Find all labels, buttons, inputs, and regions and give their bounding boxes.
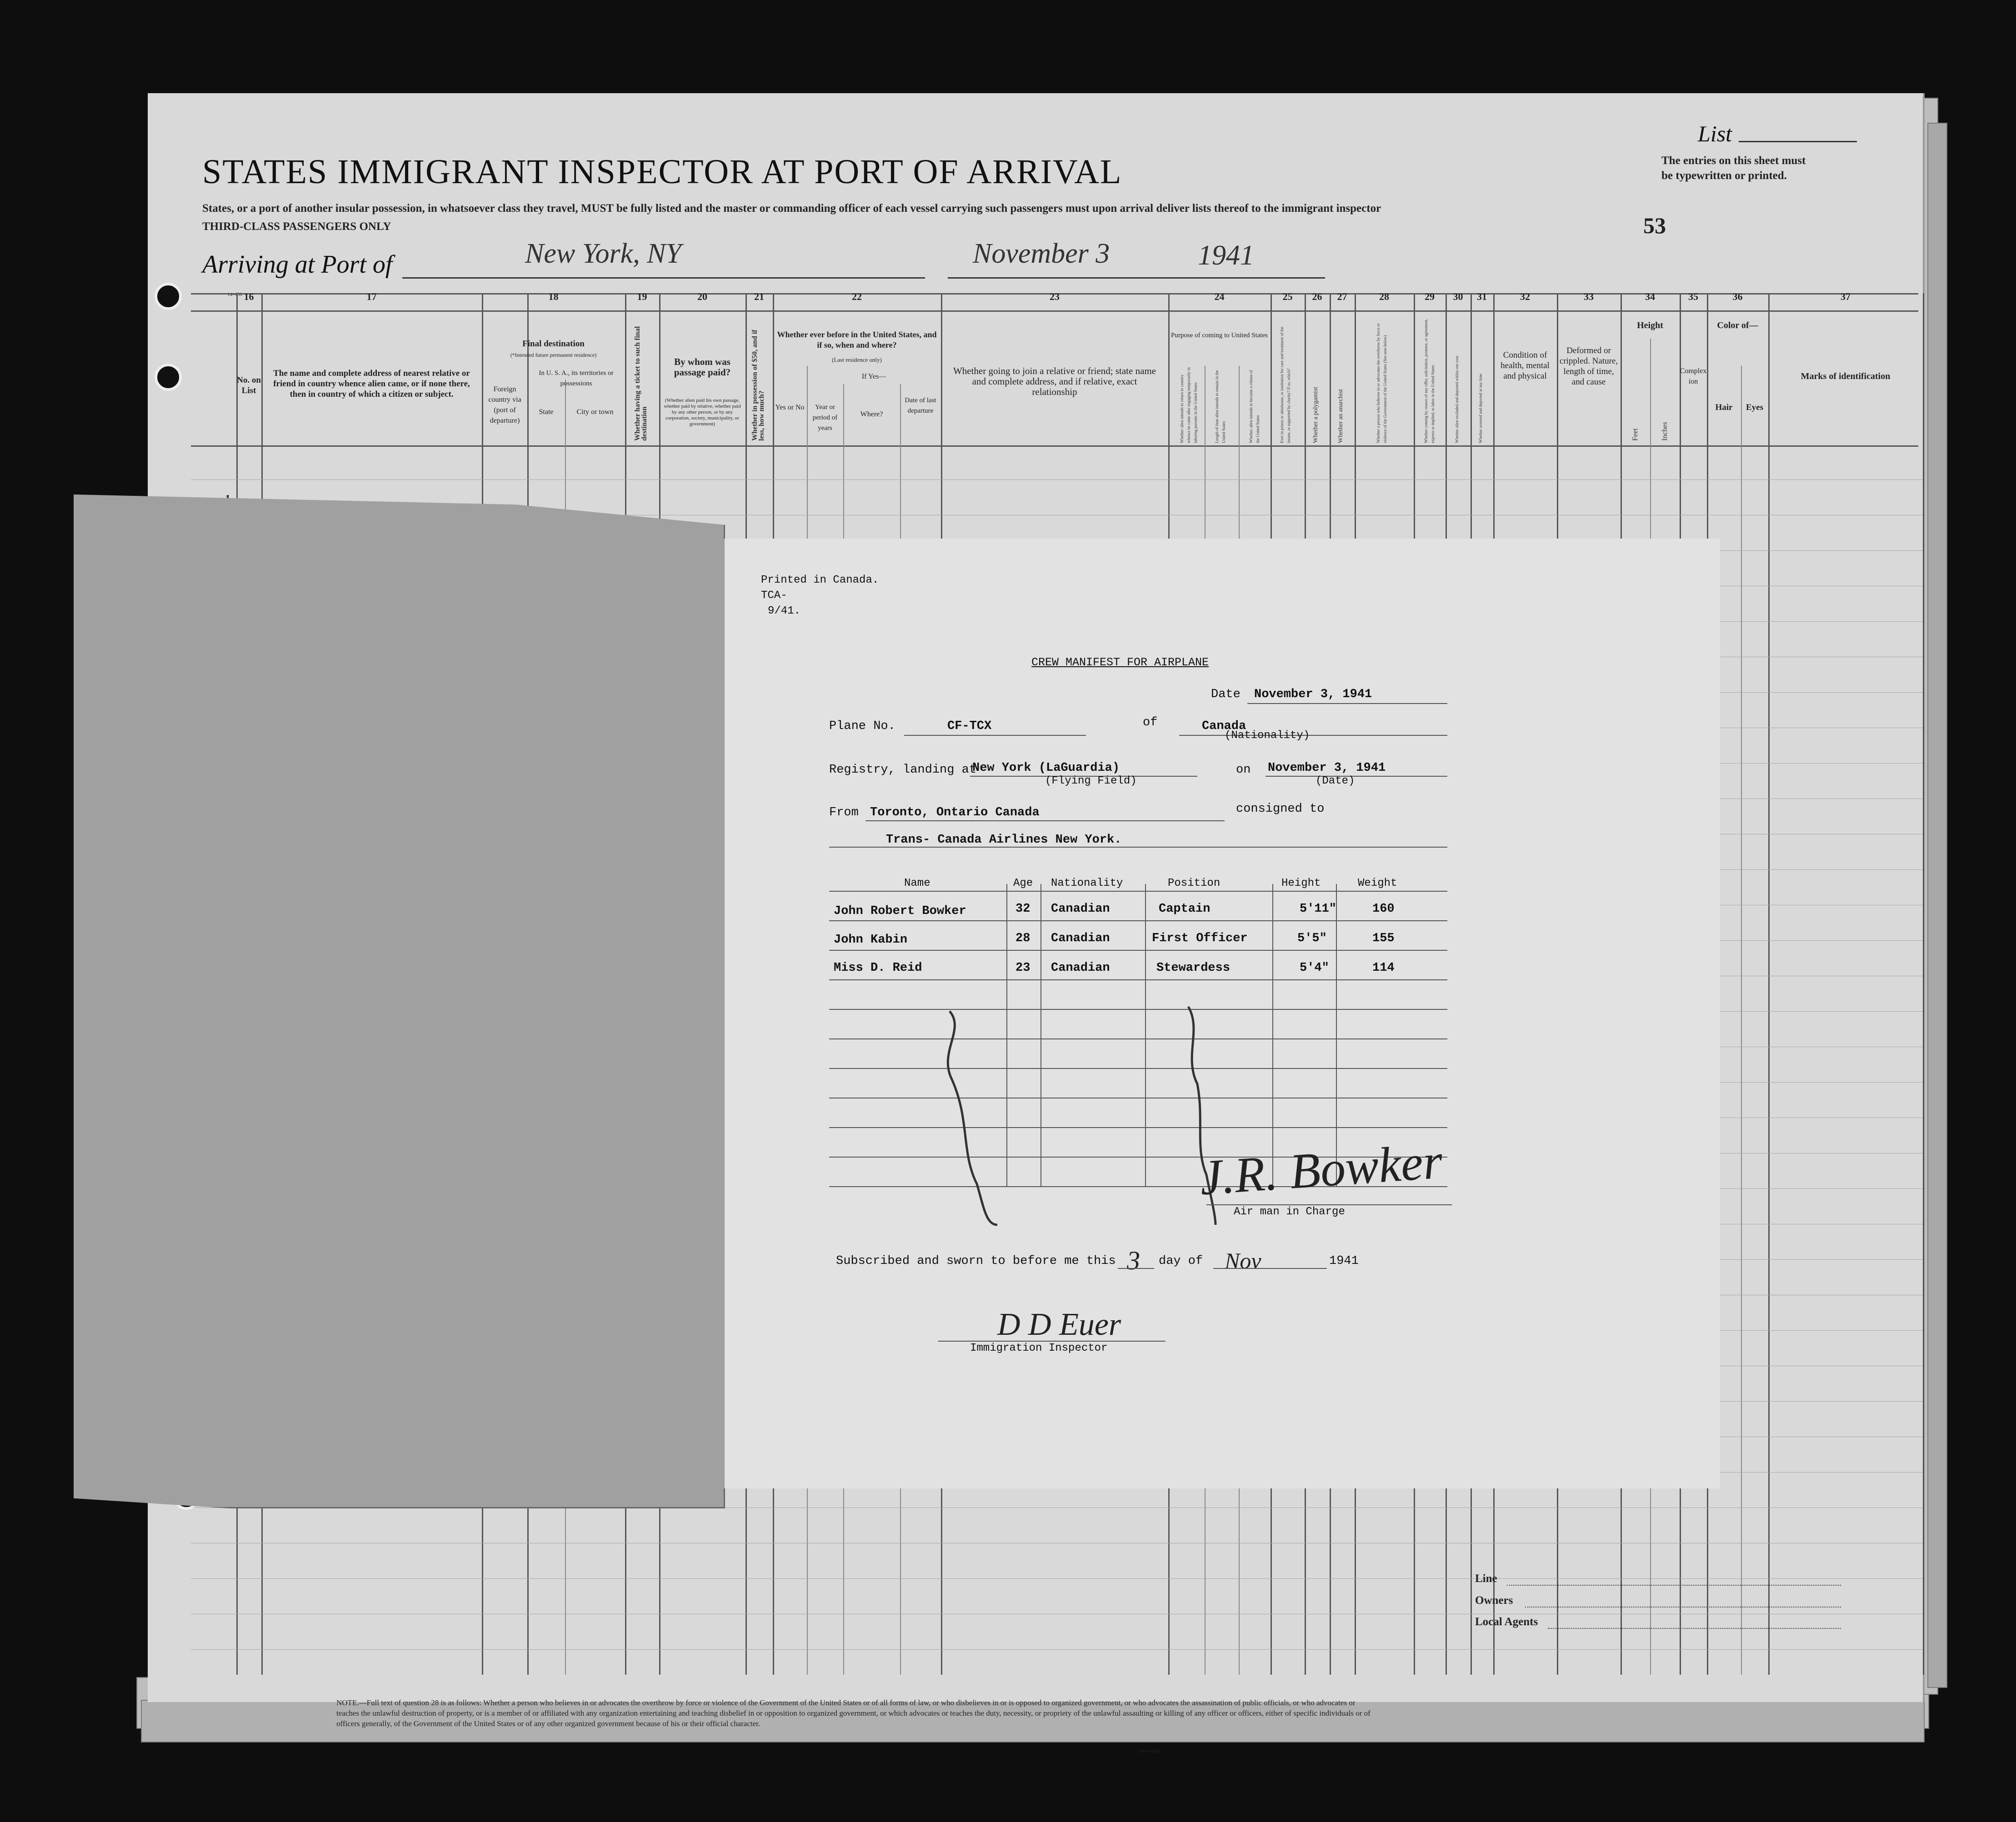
header-complexion: Complexion: [1680, 367, 1707, 385]
footnote-form-code: 14—430: [1139, 1747, 1160, 1754]
col-age-header: Age: [1013, 877, 1033, 889]
col-height-header: Height: [1281, 877, 1321, 889]
plane-label: Plane No.: [829, 719, 895, 733]
column-number: 32: [1520, 291, 1530, 302]
sworn-year: 1941: [1329, 1254, 1359, 1268]
arriving-date-handwritten: November 3: [973, 238, 1110, 269]
header-yes-no: Yes or No: [775, 404, 805, 411]
crew-weight: 114: [1372, 961, 1395, 975]
column-number: 27: [1337, 291, 1347, 302]
header-vertical: Whether coming by reason of any offer, solicitation, promise, or agreement, express or implied, to labor in the United States: [1424, 319, 1435, 443]
header-vertical: Ever in prison or almshouse, or institution for care and treatment of the insane, or supported by charity? If so, which?: [1280, 326, 1291, 443]
manifest-date: November 3, 1941: [1254, 688, 1372, 701]
from-label: From: [829, 806, 859, 819]
question-28-footnote: NOTE.—Full text of question 28 is as follows: Whether a person who believes in or advocates the overthrow by force or violence of the Government of the United States or of all forms of law, or who disbelieves in or is opposed to organized government, or who advocates the assassination of public officials, or who advocates or teaches the unlawful destruction of property, or is a member of or affiliated with any organization entertaining and teaching disbelief in or opposition to organized government, or which advocates or teaches the duty, necessity, or propriety of the unlawful assaulting or killing of any officer or officers, either of specific individuals or of officers generally, of the Government of the United States or of any other organized government because of his or their official character.: [336, 1698, 1371, 1728]
sworn-month: Nov: [1225, 1248, 1261, 1273]
header-before-in-us: Whether ever before in the United States, and if so, when and where?: [777, 330, 937, 349]
crew-weight: 155: [1372, 932, 1395, 945]
header-bottom-rule: [191, 445, 1918, 447]
col-name-header: Name: [904, 877, 930, 889]
consignee-value: Trans- Canada Airlines New York.: [886, 833, 1122, 847]
date-underline: [948, 277, 1325, 279]
column-number: 31: [1477, 291, 1487, 302]
col-rule: [1768, 293, 1770, 1675]
local-agents-label: Local Agents: [1475, 1616, 1538, 1628]
ledger-row-rule: [191, 479, 1923, 480]
header-vertical: Whether alien intends to become a citizen of the United States: [1249, 370, 1260, 443]
column-number: 30: [1453, 291, 1463, 302]
header-departure: Date of last departure: [905, 397, 936, 414]
column-number: 33: [1584, 291, 1594, 302]
crew-height: 5'4": [1300, 961, 1329, 975]
inspector-signature: D D Euer: [997, 1307, 1121, 1342]
ledger-class-label: THIRD-CLASS PASSENGERS ONLY: [202, 220, 391, 233]
crew-name: John Robert Bowker: [834, 904, 966, 918]
line-label: Line: [1475, 1572, 1497, 1585]
header-period: Year or period of years: [812, 404, 838, 432]
column-number: 25: [1282, 291, 1293, 302]
crew-name: Miss D. Reid: [834, 961, 922, 975]
owners-label: Owners: [1475, 1594, 1513, 1607]
header-where: Where?: [860, 410, 883, 418]
sworn-day-underline: [1118, 1268, 1154, 1269]
header-money: Whether in possession of $50, and if less, how much?: [751, 329, 765, 441]
crew-nationality: Canadian: [1051, 932, 1110, 945]
crew-nationality: Canadian: [1051, 902, 1110, 916]
header-number-rule: [191, 310, 1918, 312]
header-passage-note: (Whether alien paid his own passage, whether paid by relative, whether paid by any other person, or by any corporation, society, municipality, or government): [664, 398, 741, 427]
nationality-caption: (Nationality): [1225, 729, 1310, 742]
folded-blank-sheet: [74, 494, 725, 1508]
column-number: 37: [1841, 291, 1851, 302]
col-nationality-header: Nationality: [1051, 877, 1123, 889]
header-state: State: [539, 408, 554, 416]
header-ticket: Whether having a ticket to such final destination: [634, 326, 648, 441]
crew-position: First Officer: [1152, 932, 1248, 945]
consigned-label: consigned to: [1236, 802, 1325, 816]
header-vertical: Whether alien intends to return to country whence he came after engaging temporarily in laboring pursuits in the United States: [1180, 367, 1198, 443]
inspector-caption: Immigration Inspector: [970, 1342, 1108, 1354]
header-inches: Inches: [1661, 422, 1669, 441]
column-number: 21: [754, 291, 764, 302]
ditto-strokes: [725, 539, 1720, 1488]
header-foreign-country: Foreign country via (port of departure): [488, 385, 521, 424]
typewritten-note-line2: be typewritten or printed.: [1661, 170, 1787, 182]
header-no-on-list: No. on List: [237, 375, 261, 395]
arriving-year-handwritten: 1941: [1198, 240, 1254, 271]
header-vertical: Whether alien excluded and deported within one year: [1455, 355, 1459, 443]
line-underline: [1507, 1585, 1841, 1586]
airman-caption: Air man in Charge: [1234, 1206, 1345, 1218]
signature-underline: [1206, 1204, 1452, 1205]
agents-underline: [1548, 1628, 1841, 1629]
crew-name: John Kabin: [834, 933, 908, 947]
header-polygamist: Whether a polygamist: [1312, 387, 1319, 443]
arriving-at-port-label: Arriving at Port of: [202, 250, 393, 279]
page-stack-edge: [1927, 123, 1947, 1688]
column-number: 35: [1688, 291, 1698, 302]
col-rule: [1741, 366, 1742, 1675]
header-in-usa: In U. S. A., its territories or possessions: [539, 369, 614, 387]
column-number: 22: [852, 291, 862, 302]
crew-height: 5'5": [1297, 932, 1327, 945]
column-number: 26: [1312, 291, 1322, 302]
crew-age: 32: [1016, 902, 1031, 916]
header-passage-paid: By whom was passage paid?: [674, 356, 731, 378]
column-number: 18: [548, 291, 559, 302]
form-code-line2: 9/41.: [768, 605, 801, 617]
header-hair: Hair: [1715, 403, 1733, 412]
printed-in-label: Printed in Canada.: [761, 574, 879, 586]
typewritten-note-line1: The entries on this sheet must: [1661, 155, 1806, 167]
crew-manifest-sheet: [724, 539, 1720, 1488]
column-number: 28: [1379, 291, 1389, 302]
col-position-header: Position: [1168, 877, 1221, 889]
port-underline: [402, 277, 925, 279]
date-label: Date: [1211, 688, 1241, 701]
column-number: 24: [1214, 291, 1225, 302]
crew-age: 28: [1016, 932, 1031, 945]
list-underline: [1739, 141, 1857, 142]
column-number: 29: [1425, 291, 1435, 302]
ditto-stroke: [948, 1011, 997, 1225]
column-number: 36: [1732, 291, 1743, 302]
header-vertical: Whether arrested and deported at any time: [1478, 374, 1483, 443]
list-label: List: [1698, 121, 1732, 146]
crew-age: 23: [1016, 961, 1031, 975]
header-feet: Feet: [1631, 428, 1639, 441]
arriving-port-handwritten: New York, NY: [525, 238, 681, 269]
header-join-relative: Whether going to join a relative or friend; state name and complete address, and if relative, exact relationship: [953, 365, 1156, 397]
header-purpose: Purpose of coming to United States: [1171, 332, 1268, 339]
crew-height: 5'11": [1300, 902, 1337, 916]
crew-weight: 160: [1372, 902, 1395, 916]
column-number: 19: [637, 291, 647, 302]
plane-number: CF-TCX: [947, 719, 992, 733]
date-caption: (Date): [1316, 775, 1355, 787]
header-last-residence: (Last residence only): [832, 356, 882, 363]
binder-hole: [155, 283, 182, 310]
crew-manifest-title: CREW MANIFEST FOR AIRPLANE: [1031, 656, 1209, 669]
from-value: Toronto, Ontario Canada: [870, 806, 1040, 819]
flying-field-caption: (Flying Field): [1045, 775, 1137, 787]
sworn-day: 3: [1127, 1246, 1140, 1275]
header-final-destination-note: (*Intended future permanent residence): [510, 352, 597, 358]
column-number: 23: [1050, 291, 1060, 302]
column-number: 20: [697, 291, 707, 302]
landing-date-value: November 3, 1941: [1268, 761, 1386, 775]
crew-nationality: Canadian: [1051, 961, 1110, 975]
header-color-of: Color of—: [1717, 320, 1758, 330]
header-marks: Marks of identification: [1801, 371, 1891, 381]
header-final-destination: Final destination: [522, 339, 585, 349]
ledger-row-rule: [191, 1649, 1923, 1650]
header-deformed: Deformed or crippled. Nature, length of time, and cause: [1559, 346, 1618, 387]
header-city: City or town: [576, 408, 614, 416]
sheet-number: 53: [1643, 213, 1666, 238]
col-weight-header: Weight: [1358, 877, 1397, 889]
inspector-underline: [938, 1341, 1166, 1342]
ledger-title: STATES IMMIGRANT INSPECTOR AT PORT OF ARRIVAL: [202, 153, 1122, 191]
binder-hole: [155, 364, 182, 391]
header-nearest-relative: The name and complete address of nearest relative or friend in country whence alien came, or if none there, then in country of which a citizen or subject.: [273, 369, 470, 399]
ledger-instruction: States, or a port of another insular possession, in whatsoever class they travel, MUST be fully listed and the master or commanding officer of each vessel carrying such passengers must upon arrival deliver lists thereof to the immigrant inspector: [202, 202, 1381, 215]
form-code-line1: TCA-: [761, 589, 787, 602]
of-label: of: [1143, 716, 1158, 729]
captain-signature: J.R. Bowker: [1198, 1133, 1445, 1206]
form-code: 14–430: [227, 292, 242, 297]
column-number: 17: [366, 291, 377, 302]
col-rule: [1923, 293, 1924, 1675]
landing-field-value: New York (LaGuardia): [972, 761, 1120, 775]
crew-position: Captain: [1159, 902, 1211, 916]
sworn-label: Subscribed and sworn to before me this: [836, 1254, 1116, 1268]
header-condition: Condition of health, mental and physical: [1501, 350, 1550, 381]
sworn-month-underline: [1213, 1268, 1327, 1269]
header-height: Height: [1637, 320, 1663, 330]
header-eyes: Eyes: [1746, 403, 1763, 412]
header-if-yes: If Yes—: [861, 373, 886, 380]
header-vertical: Length of time alien intends to remain in the United States: [1215, 370, 1226, 443]
day-of-label: day of: [1159, 1254, 1203, 1268]
column-number: 16: [244, 291, 254, 302]
crew-position: Stewardess: [1156, 961, 1231, 975]
on-label: on: [1236, 763, 1251, 777]
nationality-value: Canada: [1202, 719, 1246, 733]
ledger-row-rule: [191, 1578, 1923, 1579]
header-anarchist: Whether an anarchist: [1337, 389, 1344, 443]
header-vertical: Whether a person who believes in or advocates the overthrow by force or violence of the Government of the United States (See note below): [1376, 323, 1387, 443]
column-number: 34: [1645, 291, 1655, 302]
registry-label: Registry, landing at: [829, 763, 977, 777]
